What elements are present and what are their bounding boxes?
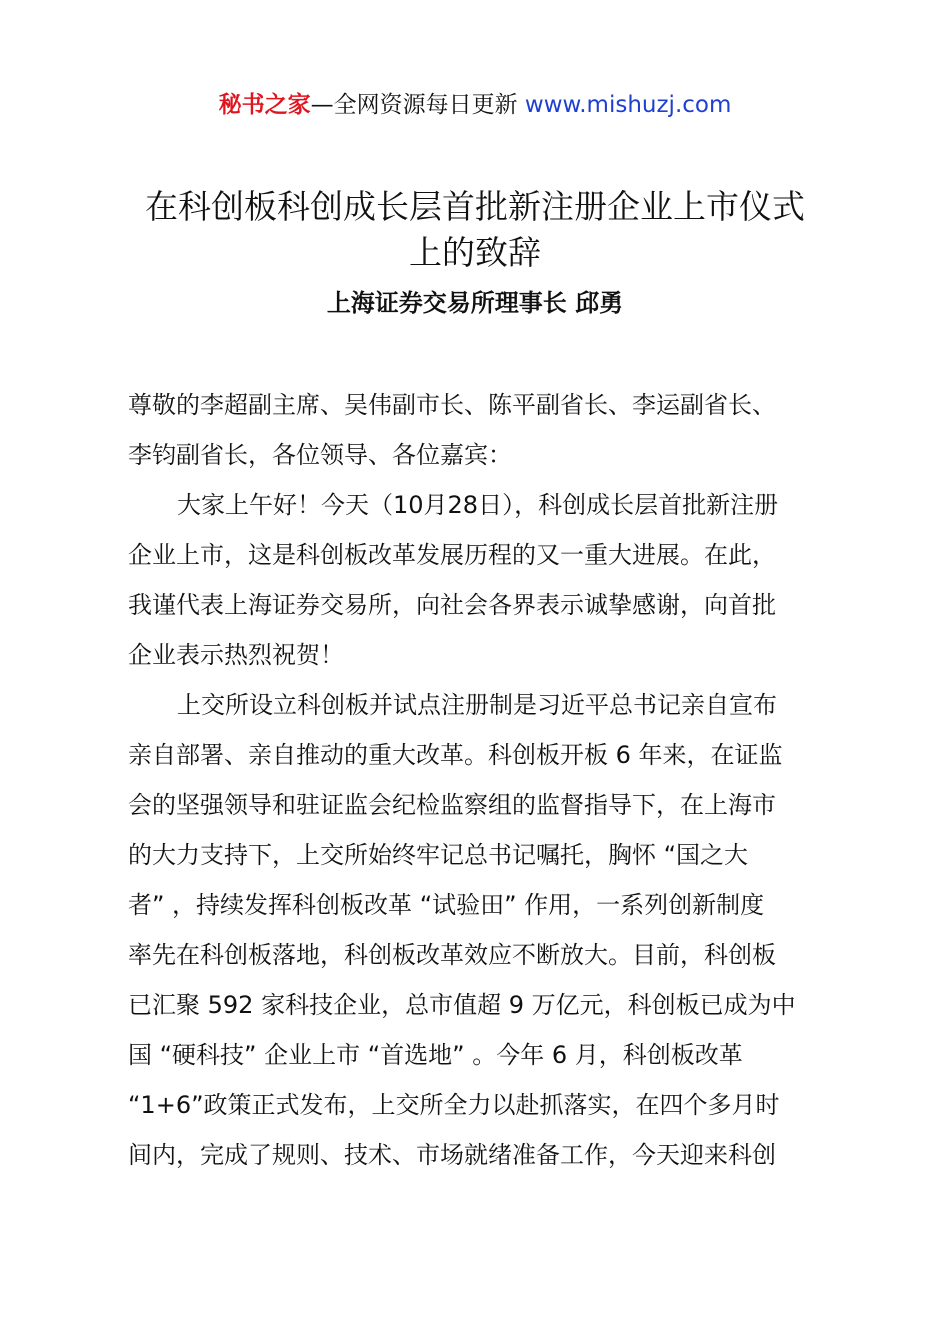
- text-line: 率先在科创板落地，科创板改革效应不断放大。目前，科创板: [128, 941, 776, 969]
- header-tagline: —全网资源每日更新: [310, 92, 518, 118]
- text-line: 会的坚强领导和驻证监会纪检监察组的监督指导下，在上海市: [128, 791, 776, 819]
- text-line: 尊敬的李超副主席、吴伟副市长、陈平副省长、李运副省长、: [128, 391, 776, 419]
- text-line: 大家上午好！今天（10月28日），科创成长层首批新注册: [177, 491, 779, 519]
- text-line: 已汇聚 592 家科技企业，总市值超 9 万亿元，科创板已成为中: [128, 991, 796, 1019]
- author-byline: 上海证券交易所理事长 邱勇: [326, 289, 624, 317]
- document-body: [128, 380, 848, 1180]
- text-line: 的大力支持下，上交所始终牢记总书记嘱托，胸怀 “国之大: [128, 841, 749, 869]
- site-header: [0, 88, 950, 122]
- paragraph-greeting: [128, 480, 848, 680]
- title-line: 在科创板科创成长层首批新注册企业上市仪式: [145, 187, 805, 226]
- text-line: 我谨代表上海证券交易所，向社会各界表示诚挚感谢，向首批: [128, 591, 776, 619]
- title-line: 上的致辞: [409, 233, 541, 272]
- paragraph-reform: [128, 680, 848, 1180]
- salutation: [128, 380, 848, 480]
- text-line: 国 “硬科技” 企业上市 “首选地” 。今年 6 月，科创板改革: [128, 1041, 743, 1069]
- text-line: 企业上市，这是科创板改革发展历程的又一重大进展。在此，: [128, 541, 776, 569]
- text-line: 亲自部署、亲自推动的重大改革。科创板开板 6 年来，在证监: [128, 741, 783, 769]
- text-line: 企业表示热烈祝贺！: [128, 641, 344, 669]
- text-line: “1+6”政策正式发布，上交所全力以赴抓落实，在四个多月时: [128, 1091, 780, 1119]
- brand-name: 秘书之家: [218, 92, 311, 118]
- text-line: 间内，完成了规则、技术、市场就绪准备工作，今天迎来科创: [128, 1141, 776, 1169]
- text-line: 李钧副省长，各位领导、各位嘉宾：: [128, 441, 512, 469]
- document-title: [110, 184, 840, 276]
- text-line: 者” ，持续发挥科创板改革 “试验田” 作用，一系列创新制度: [128, 891, 765, 919]
- text-line: 上交所设立科创板并试点注册制是习近平总书记亲自宣布: [177, 691, 777, 719]
- site-url-link[interactable]: www.mishuzj.com: [524, 92, 732, 118]
